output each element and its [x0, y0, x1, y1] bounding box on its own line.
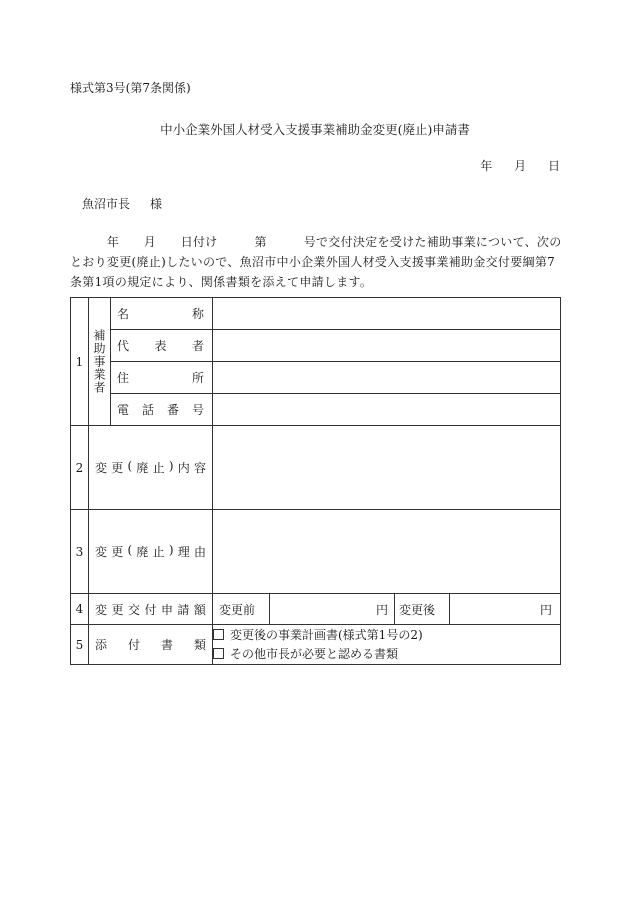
document-title: 中小企業外国人材受入支援事業補助金変更(廃止)申請書	[160, 122, 470, 137]
row-number-1: 1	[71, 298, 89, 426]
label-change-content: 変 更 ( 廃 止 ) 内 容	[89, 426, 213, 510]
input-address[interactable]	[213, 362, 561, 394]
date-year: 年	[480, 159, 493, 173]
after-label: 変更後	[395, 594, 450, 624]
row-number-5: 5	[71, 625, 89, 665]
label-change-reason: 変 更 ( 廃 止 ) 理 由	[89, 510, 213, 594]
yen-unit-before: 円	[375, 602, 388, 617]
row-number-4: 4	[71, 594, 89, 625]
row-applicant-address	[71, 362, 561, 394]
checkbox-icon[interactable]	[213, 629, 224, 640]
date-day: 日	[547, 159, 560, 173]
application-statement	[70, 232, 562, 292]
attachments-list	[213, 625, 561, 665]
form-number-label: 様式第3号(第7条関係)	[70, 81, 191, 95]
input-phone[interactable]	[213, 394, 561, 426]
checkbox-icon[interactable]	[213, 648, 224, 659]
row-number-3: 3	[71, 510, 89, 594]
label-name: 名 称	[111, 298, 213, 330]
row-change-reason	[71, 510, 561, 594]
before-label: 変更前	[213, 594, 270, 624]
input-name[interactable]	[213, 298, 561, 330]
attachment-item-label: その他市長が必要と認める書類	[230, 646, 399, 661]
statement-line-1: 年 月 日付け 第 号で交付決定を受けた補助事業について、次の	[70, 235, 562, 249]
row-applicant-representative	[71, 330, 561, 362]
applicant-group-label: 補助事業者	[89, 298, 111, 426]
before-amount-input[interactable]	[270, 594, 395, 624]
amount-cell	[213, 594, 561, 625]
row-attachments	[71, 625, 561, 665]
attachment-item[interactable]	[213, 645, 560, 664]
row-number-2: 2	[71, 426, 89, 510]
label-phone: 電 話 番 号	[111, 394, 213, 426]
date-line	[462, 157, 560, 174]
label-representative: 代 表 者	[111, 330, 213, 362]
label-attachments: 添 付 書 類	[89, 625, 213, 665]
date-month: 月	[514, 159, 527, 173]
statement-line-3: 条第1項の規定により、関係書類を添えて申請します。	[70, 275, 373, 289]
row-applicant-phone	[71, 394, 561, 426]
input-change-reason[interactable]	[213, 510, 561, 594]
addressee-name: 魚沼市長	[82, 197, 131, 211]
row-applicant-name	[71, 298, 561, 330]
input-representative[interactable]	[213, 330, 561, 362]
row-change-content	[71, 426, 561, 510]
row-change-amount	[71, 594, 561, 625]
yen-unit-after: 円	[539, 602, 552, 617]
input-change-content[interactable]	[213, 426, 561, 510]
attachment-item-label: 変更後の事業計画書(様式第1号の2)	[230, 627, 423, 642]
application-form-table	[70, 297, 561, 665]
addressee-honorific: 様	[150, 197, 163, 211]
attachment-item[interactable]	[213, 626, 560, 645]
after-amount-input[interactable]	[450, 594, 560, 624]
addressee	[82, 195, 162, 212]
label-change-amount: 変 更 交 付 申 請 額	[89, 594, 213, 625]
label-address: 住 所	[111, 362, 213, 394]
statement-line-2: とおり変更(廃止)したいので、魚沼市中小企業外国人材受入支援事業補助金交付要綱第7	[70, 255, 556, 269]
